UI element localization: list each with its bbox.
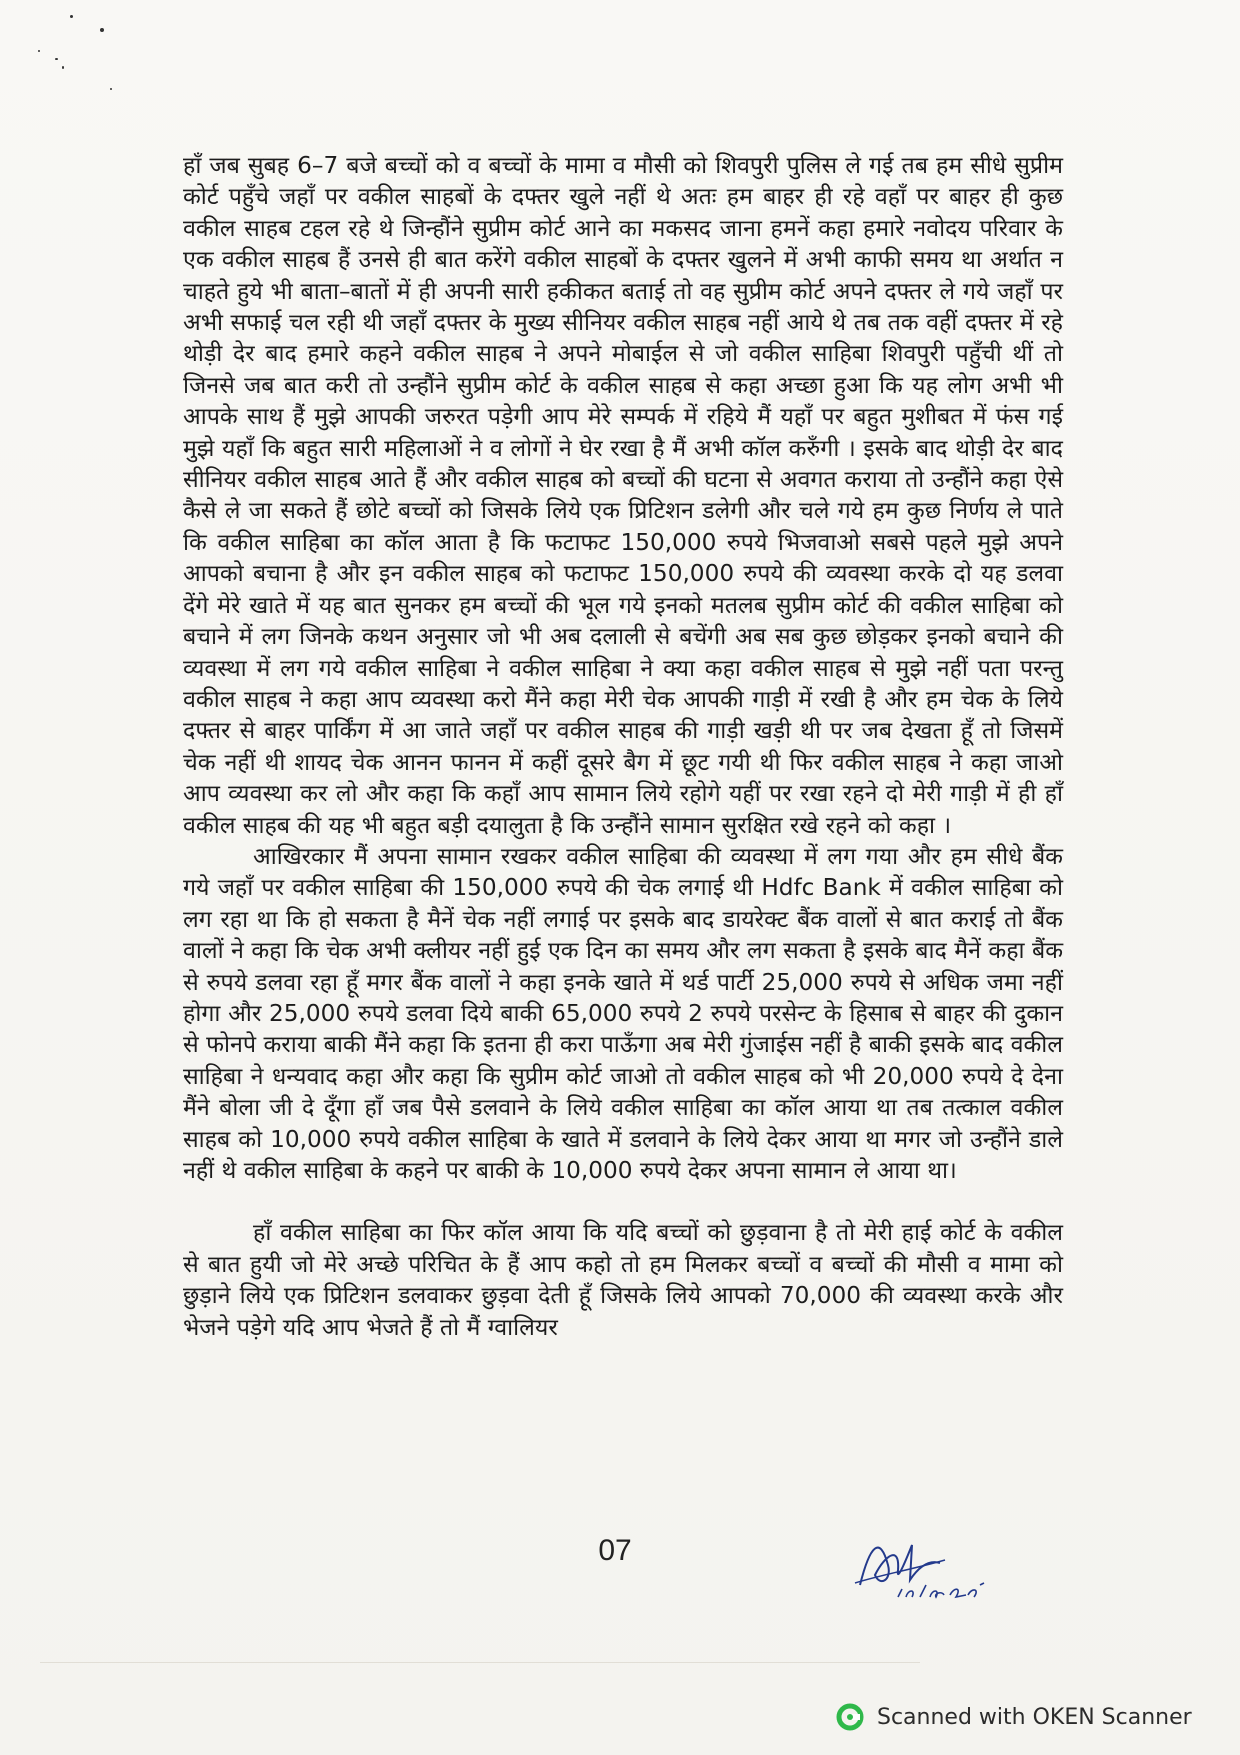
oken-scanner-logo-icon [835,1702,865,1732]
page-number: 07 [598,1534,632,1567]
paragraph-1: हाँ जब सुबह 6–7 बजे बच्चों को व बच्चों के मामा व मौसी को शिवपुरी पुलिस ले गई तब हम सीधे सुप्रीम कोर्ट पहुँचे जहाँ पर वकील साहबों के दफ्तर खुले नहीं थे अतः हम बाहर ही रहे वहाँ पर बाहर ही कुछ वकील साहब टहल रहे थे जिन्हौंने सुप्रीम कोर्ट आने का मकसद जाना हमनें कहा हमारे नवोदय परिवार के एक वकील साहब हैं उनसे ही बात करेंगे वकील साहबों के दफ्तर खुलने में अभी काफी समय था अर्थात न चाहते हुये भी बाता–बातों में ही अपनी सारी हकीकत बताई तो वह सुप्रीम कोर्ट अपने दफ्तर ले गये जहाँ पर अभी सफाई चल रही थी जहाँ दफ्तर के मुख्य सीनियर वकील साहब नहीं आये थे तब तक वहीं दफ्तर में रहे थोड़ी देर बाद हमारे कहने वकील साहब ने अपने मोबाईल से जो वकील साहिबा शिवपुरी पहुँची थीं तो जिनसे जब बात करी तो उन्हौंने सुप्रीम कोर्ट के वकील साहब से कहा अच्छा हुआ कि यह लोग अभी भी आपके साथ हैं मुझे आपकी जरुरत पड़ेगी आप मेरे सम्पर्क में रहिये मैं यहाँ पर बहुत मुशीबत में फंस गई मुझे यहाँ कि बहुत सारी महिलाओं ने व लोगों ने घेर रखा है मैं अभी कॉल करुँगी । इसके बाद थोड़ी देर बाद सीनियर वकील साहब आते हैं और वकील साहब को बच्चों की घटना से अवगत कराया तो उन्हौंने कहा ऐसे कैसे ले जा सकते हैं छोटे बच्चों को जिसके लिये एक प्रिटिशन डलेगी और चले गये हम कुछ निर्णय ले पाते कि वकील साहिबा का कॉल आता है कि फटाफट 150,000 रुपये भिजवाओ सबसे पहले मुझे अपने आपको बचाना है और इन वकील साहब को फटाफट 150,000 रुपये की व्यवस्था करके दो यह डलवा देंगे मेरे खाते में यह बात सुनकर हम बच्चों की भूल गये इनको मतलब सुप्रीम कोर्ट की वकील साहिबा को बचाने में लग जिनके कथन अनुसार जो भी अब दलाली से बचेंगी अब सब कुछ छोड़कर इनको बचाने की व्यवस्था में लग गये वकील साहिबा ने वकील साहिबा ने क्या कहा वकील साहब से मुझे नहीं पता परन्तु वकील साहब ने कहा आप व्यवस्था करो मैंने कहा मेरी चेक आपकी गाड़ी में रखी है और हम चेक के लिये दफ्तर से बाहर पार्किंग में आ जाते जहाँ पर वकील साहब की गाड़ी खड़ी थी पर जब देखता हूँ तो जिसमें चेक नहीं थी शायद चेक आनन फानन में कहीं दूसरे बैग में छूट गयी थी फिर वकील साहब ने कहा जाओ आप व्यवस्था कर लो और कहा कि कहाँ आप सामान लिये रहोगे यहीं पर रखा रहने दो मेरी गाड़ी में ही हाँ वकील साहब की यह भी बहुत बड़ी दयालुता है कि उन्हौंने सामान सुरक्षित रखे रहने को कहा । [183,152,1064,839]
handwritten-signature [850,1525,1010,1605]
scanner-watermark [835,1700,1192,1734]
document-body [183,150,1063,1343]
page-bottom-edge [40,1662,920,1663]
paragraph-2: आखिरकार मैं अपना सामान रखकर वकील साहिबा की व्यवस्था में लग गया और हम सीधे बैंक गये जहाँ पर वकील साहिबा की 150,000 रुपये की चेक लगाई थी Hdfc Bank में वकील साहिबा को लग रहा था कि हो सकता है मैनें चेक नहीं लगाई पर इसके बाद डायरेक्ट बैंक वालों से बात कराई तो बैंक वालों ने कहा कि चेक अभी क्लीयर नहीं हुई एक दिन का समय और लग सकता है इसके बाद मैनें कहा बैंक से रुपये डलवा रहा हूँ मगर बैंक वालों ने कहा इनके खाते में थर्ड पार्टी 25,000 रुपये से अधिक जमा नहीं होगा और 25,000 रुपये डलवा दिये बाकी 65,000 रुपये 2 रुपये परसेन्ट के हिसाब से बाहर की दुकान से फोनपे कराया बाकी मैंने कहा कि इतना ही करा पाऊँगा अब मेरी गुंजाईस नहीं है बाकी इसके बाद वकील साहिबा ने धन्यवाद कहा और कहा कि सुप्रीम कोर्ट जाओ तो वकील साहब को भी 20,000 रुपये दे देना मैंने बोला जी दे दूँगा हाँ जब पैसे डलवाने के लिये वकील साहिबा का कॉल आया था तब तत्काल वकील साहब को 10,000 रुपये वकील साहिबा के खाते में डलवाने के लिये देकर आया था मगर जो उन्हौंने डाले नहीं थे वकील साहिबा के कहने पर बाकी के 10,000 रुपये देकर अपना सामान ले आया था। [183,842,1063,1184]
watermark-text: Scanned with OKEN Scanner [877,1704,1192,1730]
paragraph-3: हाँ वकील साहिबा का फिर कॉल आया कि यदि बच्चों को छुड़वाना है तो मेरी हाई कोर्ट के वकील से बात हुयी जो मेरे अच्छे परिचित के हैं आप कहो तो हम मिलकर बच्चों व बच्चों की मौसी व मामा को छुड़ाने लिये एक प्रिटिशन डलवाकर छुड़वा देती हूँ जिसके लिये आपको 70,000 की व्यवस्था करके और भेजने पड़ेगे यदि आप भेजते हैं तो मैं ग्वालियर [183,1219,1063,1341]
